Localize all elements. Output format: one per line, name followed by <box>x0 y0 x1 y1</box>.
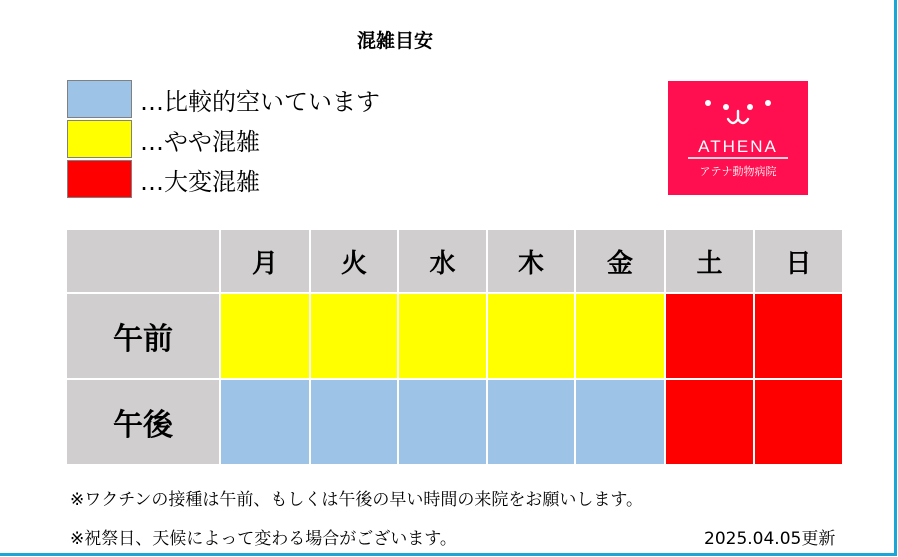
legend-item-very-busy <box>67 159 380 199</box>
note-vaccination: ※ワクチンの接種は午前、もしくは午後の早い時間の来院をお願いします。 <box>70 490 644 510</box>
legend <box>67 79 380 199</box>
day-header: 木 <box>488 230 574 292</box>
legend-label-somewhat-busy: …やや混雑 <box>140 127 260 156</box>
day-header: 土 <box>666 230 753 292</box>
row-header-morning: 午前 <box>67 294 219 378</box>
row-header-afternoon: 午後 <box>67 380 219 464</box>
legend-swatch-vacant <box>67 80 132 118</box>
logo-subtitle: アテナ動物病院 <box>699 165 777 178</box>
day-header: 水 <box>399 230 486 292</box>
legend-item-vacant <box>67 79 380 119</box>
level-cell <box>488 294 574 378</box>
day-header: 火 <box>311 230 397 292</box>
dog-face-icon <box>704 97 772 133</box>
legend-swatch-very-busy <box>67 160 132 198</box>
table-corner <box>67 230 219 292</box>
page-title: 混雑目安 <box>356 30 433 52</box>
level-cell <box>311 380 397 464</box>
level-cell <box>576 294 664 378</box>
legend-swatch-somewhat-busy <box>67 120 132 158</box>
level-cell <box>311 294 397 378</box>
level-cell <box>399 294 486 378</box>
legend-label-vacant: …比較的空いています <box>140 87 380 116</box>
level-cell <box>488 380 574 464</box>
level-cell <box>755 380 842 464</box>
note-holidays: ※祝祭日、天候によって変わる場合がございます。 <box>70 529 457 549</box>
level-cell <box>399 380 486 464</box>
updated-date: 2025.04.05更新 <box>704 529 836 549</box>
day-header: 日 <box>755 230 842 292</box>
level-cell <box>666 294 753 378</box>
day-header: 月 <box>221 230 309 292</box>
athena-logo <box>668 81 808 195</box>
level-cell <box>221 380 309 464</box>
congestion-table <box>67 230 842 464</box>
level-cell <box>221 294 309 378</box>
logo-name: ATHENA <box>698 137 778 156</box>
logo-divider <box>688 157 788 159</box>
day-header: 金 <box>576 230 664 292</box>
level-cell <box>666 380 753 464</box>
legend-label-very-busy: …大変混雑 <box>140 167 260 196</box>
level-cell <box>755 294 842 378</box>
level-cell <box>576 380 664 464</box>
legend-item-somewhat-busy <box>67 119 380 159</box>
